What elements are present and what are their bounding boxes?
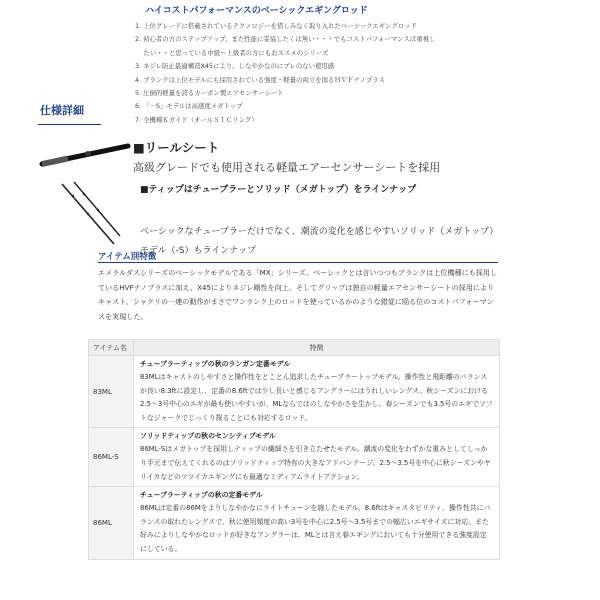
item-feature-title: ソリッドティップの秋のセンシティブモデル xyxy=(140,432,276,441)
item-feature-text: 86MLは定番の86Mをよりしなやかなにライトチューンを施したモデル。8.6ftはキャスタビリティ、操作性共にバランスの取れたレングスで、秋に使用頻度の高い3号を中心に2.5号～3.5号までの幅広いエギサイズに対応。また好みによりしなやかなロッドが好きなアングラーは、MLとは言え春エギングにおいても十分使用できる強度設定にしている。 xyxy=(140,504,491,553)
items-title-underline xyxy=(98,262,498,263)
feature-item: 6. 「－S」モデルは高感度メガトップ xyxy=(135,102,243,111)
item-feature xyxy=(134,356,500,428)
column-header-item: アイテム名 xyxy=(89,340,134,356)
feature-item: 2. 初心者の方のステップアップ、また性能に妥協したくは無い・・・でもコストパフォーマンスは重視し xyxy=(135,35,436,44)
table-header-row xyxy=(89,340,500,356)
table-row xyxy=(89,356,500,428)
item-feature xyxy=(134,487,500,559)
table-row xyxy=(89,487,500,559)
intro-paragraph: エメラルダスシリーズのベーシックモデルである「MX」シリーズ。ベーシックとは言いつつもブランクは上位機種にも採用しているHVFナノプラスに加え、X45によりネジレ剛性を向上。そしてグリップは独自の軽量エアセンサーシートの採用によりキャスト、シャクリの一連の動作がまさでワンランク上のロッドを使っているかのような錯覚に陥る位のコストパフォーマンスを実現した。 xyxy=(98,268,498,321)
spec-title-underline xyxy=(38,124,101,125)
reel-seat-text: 高級グレードでも使用される軽量エアーセンサーシートを採用 xyxy=(133,161,441,174)
feature-list xyxy=(135,20,495,127)
feature-item: 1. 上位グレードに搭載されているテクノロジーを惜しみなく取り入れたベーシックエギングロッド xyxy=(135,22,417,30)
table-row xyxy=(89,428,500,487)
item-name: 83ML xyxy=(89,356,134,428)
item-name: 86ML-S xyxy=(89,428,134,487)
tip-text: ベーシックなチューブラーだけでなく、潮流の変化を感じやすいソリッド（メガトップ）モデル（-S）もラインナップ xyxy=(140,227,499,256)
feature-item: 4. ブランクは上位モデルにも採用されている強度・軽量の両立を図るＨＶＦナノプラス xyxy=(135,75,385,84)
item-name: 86ML xyxy=(89,487,134,559)
item-feature-text: 83MLはキャストのしやすさと操作性をとことん追求したチューブラートップモデル。操作性と飛距離のバランスが良い8.3ftに設定し、定番の8.6ftでは少し長いと感じるアングラーにはうれしいレングス。秋シーズンにおける2.5～3号中心のエギが最も使いやすいが、MLならではのしなやかさを生かし、春シーズンでも3.5号のエギでソフトなジャークでじっくり探ることにも対応するロッド。 xyxy=(140,373,493,422)
tagline: ハイコストパフォーマンスのベーシックエギングロッド xyxy=(145,6,368,16)
column-header-feature: 特徴 xyxy=(134,340,500,356)
item-table xyxy=(88,339,500,560)
feature-item: 7. 全機種Ｋガイド（オールＳＩＣリング） xyxy=(135,115,258,124)
tip-heading: ■ティップはチューブラーとソリッド（メガトップ）をラインナップ xyxy=(140,185,417,195)
feature-item: たい・・と思っている中級～上級者の方にもおススメのシリーズ xyxy=(135,48,329,57)
item-feature-title: チューブラーティップの秋の定番モデル xyxy=(140,491,263,500)
rod-image xyxy=(28,140,146,248)
feature-item: 3. ネジレ防止最適構造X45により、しなやかなのにブレのない使用感 xyxy=(135,62,335,71)
feature-item: 5. 圧倒的軽量を誇るカーボン製エアセンサーシート xyxy=(135,89,284,98)
spec-title: 仕様詳細 xyxy=(40,104,84,117)
item-feature-text: 86ML-Sはメガトップを採用しティップの繊細さを引き立たせたモデル。潮流の変化をわずかな重みとしてしっかり手元まで伝えてくれるのはソリッドティップ特有の大きなアドバンテージ。2.5～3.5号を中心に秋シーズンやヤリイカなどのツツイカエギングにも最適なミディアムライトアクション。 xyxy=(140,445,491,481)
item-feature xyxy=(134,428,500,487)
items-title: アイテム別特徴 xyxy=(98,252,157,262)
reel-seat-heading: ■リールシート xyxy=(133,140,220,155)
item-feature-title: チューブラーティップの秋のランガン定番モデル xyxy=(140,360,291,368)
